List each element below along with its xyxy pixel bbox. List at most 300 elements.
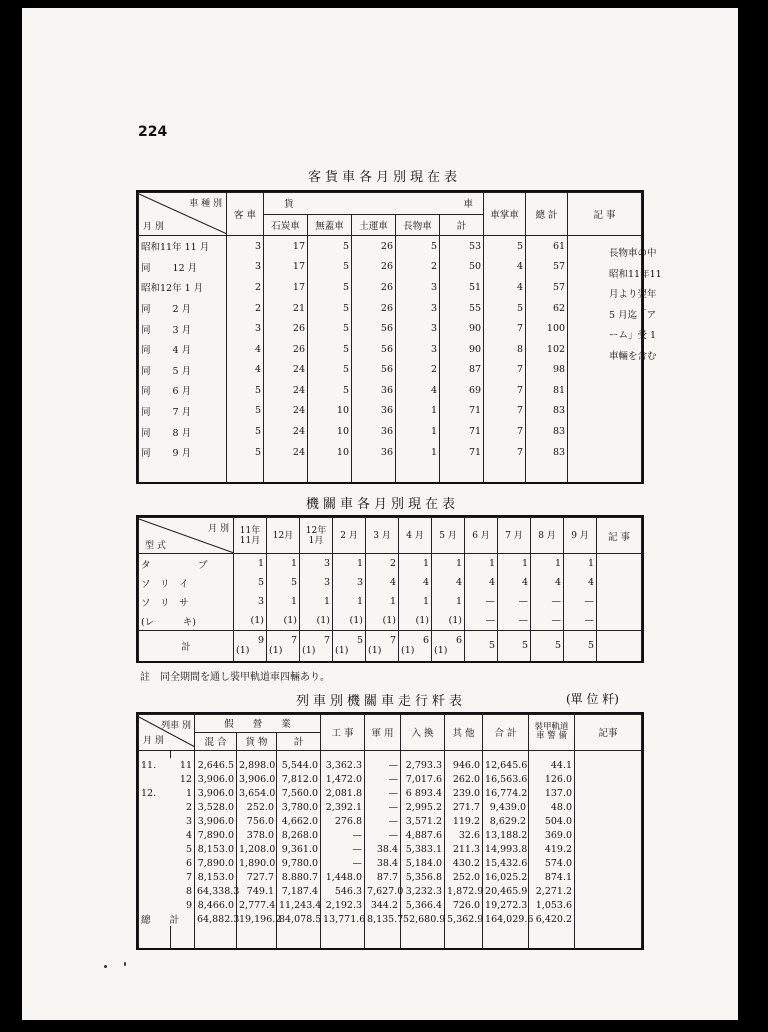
cell-m: 5 [308, 236, 352, 257]
row-year [139, 772, 171, 786]
cell-g: 1,872.9 [445, 884, 483, 898]
cell-c: 9,361.0 [277, 842, 321, 856]
row-month: 同 8 月 [139, 421, 227, 442]
row-year [139, 828, 171, 842]
row-type: ソ リ イ [139, 573, 234, 592]
cell-i: 137.0 [529, 786, 575, 800]
cell-value: 3 [234, 592, 267, 611]
cell-i: 44.1 [529, 758, 575, 772]
row-month: 1 [171, 786, 195, 800]
cell-value: (1) [432, 611, 465, 630]
table2-row [139, 611, 642, 630]
cell-t: 100 [526, 318, 568, 339]
cell-c: 5 [396, 236, 440, 257]
header-month: 8 月 [531, 518, 564, 554]
spacer-cell [195, 750, 237, 758]
cell-g: 119.2 [445, 814, 483, 828]
cell-p: 5 [227, 442, 264, 463]
cell-p: 5 [227, 401, 264, 422]
cell-p: 4 [227, 339, 264, 360]
row-month: 同 6 月 [139, 380, 227, 401]
remark-line: 長物車の中 [609, 248, 657, 259]
cell-k: 5 [484, 298, 526, 319]
cell-k: 7 [484, 421, 526, 442]
row-year [139, 856, 171, 870]
cell-a: 3,906.0 [195, 786, 237, 800]
header-remarks: 記 事 [568, 193, 642, 236]
cell-d: 276.8 [321, 814, 365, 828]
row-year: 12. [139, 786, 171, 800]
cell-kiji [575, 786, 642, 800]
cell-d: 36 [352, 401, 396, 422]
cell-s: 21 [264, 298, 308, 319]
table1-title: 客貨車各月別現在表 [308, 170, 462, 185]
cell-d: 36 [352, 442, 396, 463]
filler-cell [484, 462, 526, 482]
cell-value: — [465, 611, 498, 630]
total-value: 5 [587, 640, 594, 652]
cell-value: — [498, 592, 531, 611]
filler-cell [321, 926, 365, 948]
cell-s: 17 [264, 277, 308, 298]
total-value: 9 [257, 635, 264, 647]
header-sonota: 其 他 [445, 715, 483, 751]
cell-t: 57 [526, 257, 568, 278]
cell-k: 7 [484, 360, 526, 381]
header-month: 12年 1月 [300, 518, 333, 554]
row-type: (レ キ) [139, 611, 234, 630]
cell-b: 756.0 [237, 814, 277, 828]
cell-f: 7,017.6 [401, 772, 445, 786]
cell-value: (1) [234, 611, 267, 630]
row-month: 同 9 月 [139, 442, 227, 463]
cell-h: 16,563.6 [483, 772, 529, 786]
row-year [139, 884, 171, 898]
cell-value: — [531, 611, 564, 630]
cell-g: 271.7 [445, 800, 483, 814]
cell-value: (1) [300, 611, 333, 630]
cell-value: 5 [234, 573, 267, 592]
cell-ft: 51 [440, 277, 484, 298]
total-c: 84,078.5 [277, 912, 321, 926]
filler-cell [445, 926, 483, 948]
cell-value: — [465, 592, 498, 611]
cell-value: 1 [333, 592, 366, 611]
cell-i: 2,271.2 [529, 884, 575, 898]
corner-top-label: 車 種 別 [189, 199, 222, 210]
cell-d: 2,192.3 [321, 898, 365, 912]
cell-value: 4 [531, 573, 564, 592]
table3-row [139, 772, 642, 786]
header-month: 11年 11月 [234, 518, 267, 554]
cell-total [432, 631, 465, 661]
filler-cell [575, 926, 642, 948]
cell-c: 3 [396, 339, 440, 360]
cell-c: 9,780.0 [277, 856, 321, 870]
cell-value: 1 [300, 592, 333, 611]
header-kamotsu: 貨 物 [237, 732, 277, 750]
cell-g: 211.3 [445, 842, 483, 856]
cell-ft: 71 [440, 401, 484, 422]
cell-i: 1,053.6 [529, 898, 575, 912]
cell-value: (1) [399, 611, 432, 630]
cell-s: 24 [264, 442, 308, 463]
cell-p: 3 [227, 318, 264, 339]
header-irekae: 入 換 [401, 715, 445, 751]
filler-cell [139, 926, 171, 948]
cell-value: 1 [234, 554, 267, 573]
header-remarks: 記 事 [597, 518, 642, 554]
cell-value: 1 [366, 592, 399, 611]
cell-c: 11,243.4 [277, 898, 321, 912]
cell-kiji [575, 884, 642, 898]
cell-value: — [498, 611, 531, 630]
cell-d: — [321, 856, 365, 870]
spacer-cell [575, 750, 642, 758]
cell-e: — [365, 828, 401, 842]
cell-ft: 50 [440, 257, 484, 278]
cell-m: 5 [308, 298, 352, 319]
row-month: 11 [171, 758, 195, 772]
cell-m: 5 [308, 339, 352, 360]
cell-k: 7 [484, 380, 526, 401]
total-sub-value: (1) [434, 645, 448, 657]
header-shagaku: 車掌車 [484, 193, 526, 236]
header-freight-group2: 車 [352, 193, 484, 215]
spacer-cell [483, 750, 529, 758]
filler-cell [526, 462, 568, 482]
header-month: 3 月 [366, 518, 399, 554]
cell-a: 64,338.3 [195, 884, 237, 898]
header-freight-group: 貨 [264, 193, 352, 215]
header-gunyo: 軍 用 [365, 715, 401, 751]
cell-a: 3,906.0 [195, 772, 237, 786]
cell-total [498, 631, 531, 661]
header-gokei: 合 計 [483, 715, 529, 751]
cell-value: 1 [498, 554, 531, 573]
corner-top-label: 月 別 [208, 523, 229, 534]
cell-t: 61 [526, 236, 568, 257]
cell-k: 5 [484, 236, 526, 257]
table2-locomotives [136, 515, 644, 663]
table3-title: 列車別機關車走行粁表 [296, 694, 467, 709]
cell-b: 749.1 [237, 884, 277, 898]
cell-total [366, 631, 399, 661]
cell-i: 419.2 [529, 842, 575, 856]
cell-value: 1 [399, 592, 432, 611]
table3-corner [139, 715, 195, 751]
table3-row [139, 800, 642, 814]
cell-value: — [564, 592, 597, 611]
total-sub-value: (1) [269, 645, 283, 657]
cell-g: 946.0 [445, 758, 483, 772]
cell-c: 3 [396, 277, 440, 298]
cell-d: 36 [352, 380, 396, 401]
row-month: 8 [171, 884, 195, 898]
cell-total [465, 631, 498, 661]
cell-d: 56 [352, 318, 396, 339]
row-month: 昭和11年 11 月 [139, 236, 227, 257]
cell-kiji [575, 898, 642, 912]
cell-t: 98 [526, 360, 568, 381]
header-mugai: 無蓋車 [308, 214, 352, 236]
cell-i: 48.0 [529, 800, 575, 814]
cell-d: 26 [352, 236, 396, 257]
cell-p: 3 [227, 236, 264, 257]
corner-bottom-label: 月 別 [143, 736, 164, 747]
cell-value: 1 [531, 554, 564, 573]
table1-row [139, 318, 642, 339]
row-year [139, 814, 171, 828]
total-sub-value: (1) [401, 645, 415, 657]
filler-cell [237, 926, 277, 948]
filler-cell [483, 926, 529, 948]
cell-e: — [365, 786, 401, 800]
table3-row [139, 758, 642, 772]
remark-line: 昭和11年11 [609, 268, 662, 280]
cell-total [234, 631, 267, 661]
cell-a: 7,890.0 [195, 856, 237, 870]
cell-a: 8,466.0 [195, 898, 237, 912]
spacer-cell [321, 750, 365, 758]
header-kei: 計 [277, 732, 321, 750]
cell-kiji [575, 814, 642, 828]
cell-h: 20,465.9 [483, 884, 529, 898]
cell-c: 7,812.0 [277, 772, 321, 786]
total-sub-value: (1) [368, 645, 382, 657]
total-sub-value: (1) [302, 645, 316, 657]
table1-row [139, 380, 642, 401]
table1-row [139, 339, 642, 360]
cell-value: 4 [399, 573, 432, 592]
corner-top-label: 列車 別 [161, 721, 191, 732]
cell-a: 7,890.0 [195, 828, 237, 842]
remark-line: ーム」受 1 [609, 330, 657, 342]
total-a: 64,882.3 [195, 912, 237, 926]
cell-i: 126.0 [529, 772, 575, 786]
cell-b: 378.0 [237, 828, 277, 842]
cell-m: 5 [308, 318, 352, 339]
cell-k: 7 [484, 442, 526, 463]
cell-t: 57 [526, 277, 568, 298]
cell-f: 5,184.0 [401, 856, 445, 870]
total-value: 5 [521, 640, 528, 652]
cell-s: 24 [264, 401, 308, 422]
cell-m: 10 [308, 442, 352, 463]
total-value: 6 [455, 635, 462, 647]
cell-f: 6 893.4 [401, 786, 445, 800]
filler-cell [401, 926, 445, 948]
cell-kiji [575, 800, 642, 814]
table3-row [139, 786, 642, 800]
cell-remarks [597, 611, 642, 630]
header-month: 7 月 [498, 518, 531, 554]
cell-value: 5 [267, 573, 300, 592]
cell-kiji [575, 912, 642, 926]
cell-e: 344.2 [365, 898, 401, 912]
table1-remarks [609, 244, 669, 368]
cell-remarks [597, 592, 642, 611]
cell-g: 430.2 [445, 856, 483, 870]
total-sub-value: (1) [236, 645, 250, 657]
cell-value: 3 [300, 573, 333, 592]
header-month: 9 月 [564, 518, 597, 554]
cell-ft: 90 [440, 339, 484, 360]
row-year [139, 870, 171, 884]
cell-e: 7,627.0 [365, 884, 401, 898]
cell-kiji [575, 842, 642, 856]
cell-g: 32.6 [445, 828, 483, 842]
cell-d: — [321, 842, 365, 856]
cell-s: 17 [264, 257, 308, 278]
spacer-cell [139, 750, 171, 758]
cell-value: 4 [432, 573, 465, 592]
header-month: 12月 [267, 518, 300, 554]
table3-row [139, 898, 642, 912]
table2-note: 註 同全期間を通し裝甲軌道車四輛あり。 [140, 672, 330, 683]
cell-t: 83 [526, 421, 568, 442]
table2-row [139, 554, 642, 573]
table1-row [139, 257, 642, 278]
cell-h: 14,993.8 [483, 842, 529, 856]
cell-m: 5 [308, 380, 352, 401]
filler-cell [264, 462, 308, 482]
cell-a: 3,906.0 [195, 814, 237, 828]
header-month: 6 月 [465, 518, 498, 554]
cell-total [399, 631, 432, 661]
cell-f: 3,571.2 [401, 814, 445, 828]
cell-m: 10 [308, 421, 352, 442]
cell-value: 4 [498, 573, 531, 592]
cell-g: 726.0 [445, 898, 483, 912]
cell-m: 10 [308, 401, 352, 422]
cell-d: 36 [352, 421, 396, 442]
cell-value: 3 [333, 573, 366, 592]
header-sekitan: 石炭車 [264, 214, 308, 236]
cell-kiji [575, 870, 642, 884]
cell-value: (1) [333, 611, 366, 630]
cell-kiji [575, 828, 642, 842]
cell-remarks [597, 554, 642, 573]
cell-h: 8,629.2 [483, 814, 529, 828]
row-month: 同 4 月 [139, 339, 227, 360]
table1-filler [139, 462, 642, 482]
cell-g: 262.0 [445, 772, 483, 786]
total-f: 52,680.9 [401, 912, 445, 926]
ink-speck [124, 962, 126, 966]
cell-d: 56 [352, 360, 396, 381]
cell-b: 1,208.0 [237, 842, 277, 856]
table3-row [139, 884, 642, 898]
cell-k: 8 [484, 339, 526, 360]
table2-corner [139, 518, 234, 554]
cell-d: 3,362.3 [321, 758, 365, 772]
ink-speck [104, 965, 107, 968]
total-b: 19,196.2 [237, 912, 277, 926]
cell-i: 369.0 [529, 828, 575, 842]
cell-p: 2 [227, 277, 264, 298]
cell-ft: 69 [440, 380, 484, 401]
total-value: 5 [554, 640, 561, 652]
cell-t: 83 [526, 401, 568, 422]
table1-row [139, 401, 642, 422]
cell-m: 5 [308, 257, 352, 278]
cell-value: 3 [300, 554, 333, 573]
row-month: 4 [171, 828, 195, 842]
row-year [139, 842, 171, 856]
cell-ft: 71 [440, 442, 484, 463]
cell-value: 1 [267, 592, 300, 611]
cell-c: 1 [396, 442, 440, 463]
table1-freight-cars [136, 190, 644, 484]
cell-f: 5,383.1 [401, 842, 445, 856]
row-month: 2 [171, 800, 195, 814]
row-year [139, 898, 171, 912]
total-i: 6,420.2 [529, 912, 575, 926]
cell-t: 81 [526, 380, 568, 401]
table3-row [139, 842, 642, 856]
table3-row [139, 856, 642, 870]
cell-c: 3 [396, 318, 440, 339]
cell-b: 727.7 [237, 870, 277, 884]
cell-value: 4 [465, 573, 498, 592]
cell-c: 1 [396, 421, 440, 442]
cell-total [267, 631, 300, 661]
cell-c: 4 [396, 380, 440, 401]
cell-d: 2,081.8 [321, 786, 365, 800]
row-month: 同 3 月 [139, 318, 227, 339]
remark-line: 月より翌年 [609, 289, 657, 301]
total-value: 6 [422, 635, 429, 647]
cell-s: 24 [264, 421, 308, 442]
cell-a: 8,153.0 [195, 870, 237, 884]
cell-h: 19,272.3 [483, 898, 529, 912]
spacer-cell [529, 750, 575, 758]
row-month: 6 [171, 856, 195, 870]
row-year [139, 800, 171, 814]
header-total: 總 計 [526, 193, 568, 236]
row-month: 12 [171, 772, 195, 786]
cell-kiji [575, 856, 642, 870]
cell-value: 1 [399, 554, 432, 573]
row-month: 5 [171, 842, 195, 856]
cell-e: — [365, 772, 401, 786]
cell-a: 3,528.0 [195, 800, 237, 814]
remark-line: 車輛を含む [609, 350, 657, 362]
table3-row [139, 870, 642, 884]
cell-value: (1) [267, 611, 300, 630]
cell-s: 26 [264, 339, 308, 360]
table2-row [139, 592, 642, 611]
cell-d: 2,392.1 [321, 800, 365, 814]
total-g: 5,362.9 [445, 912, 483, 926]
cell-p: 3 [227, 257, 264, 278]
cell-c: 7,187.4 [277, 884, 321, 898]
cell-a: 2,646.5 [195, 758, 237, 772]
header-sokou: 裝甲軌道 車 警 備 [529, 715, 575, 751]
table3-mileage [136, 712, 644, 950]
filler-cell [171, 926, 195, 948]
cell-value: 4 [564, 573, 597, 592]
table3-total-row [139, 912, 642, 926]
table1-corner [139, 193, 227, 236]
cell-d: 26 [352, 277, 396, 298]
cell-total [300, 631, 333, 661]
table2-total-row [139, 631, 642, 661]
cell-value: 4 [366, 573, 399, 592]
cell-b: 2,777.4 [237, 898, 277, 912]
cell-d: 1,448.0 [321, 870, 365, 884]
